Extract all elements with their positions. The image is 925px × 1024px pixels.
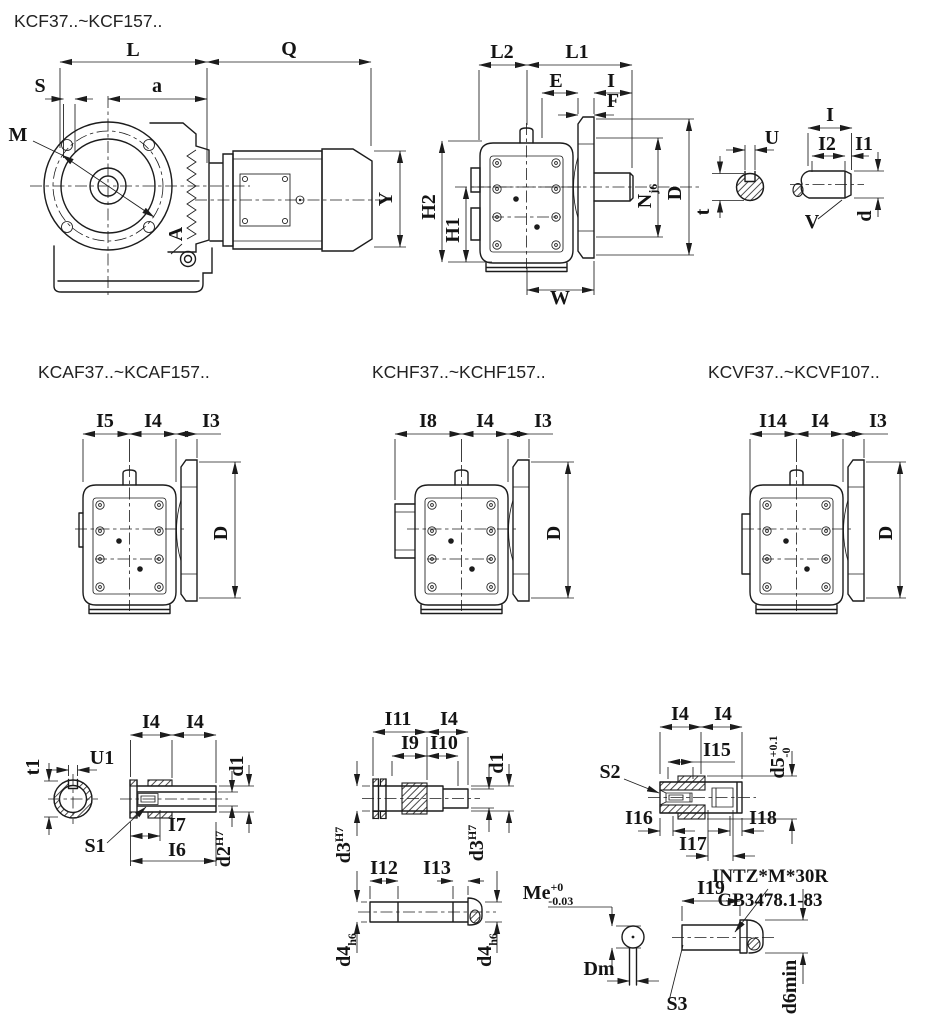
view-title-kchf: KCHF37..~KCHF157.. bbox=[372, 362, 546, 382]
view-kchf bbox=[372, 362, 574, 614]
dim-M-label: M bbox=[8, 124, 28, 146]
dim-I18-label: I18 bbox=[749, 807, 777, 829]
dim-Q-label: Q bbox=[281, 38, 297, 60]
dim-I4-kchf-label: I4 bbox=[476, 410, 494, 432]
dim-I1-label: I1 bbox=[855, 133, 873, 155]
dim-W-label: W bbox=[550, 287, 570, 309]
dim-D-kcaf-label: D bbox=[210, 525, 232, 541]
dim-t-label: t bbox=[692, 208, 714, 216]
dim-I3-kcvf-label: I3 bbox=[869, 410, 887, 432]
view-kcvf bbox=[708, 362, 906, 614]
dim-I4-hollow-right-label: I4 bbox=[186, 711, 204, 733]
dim-S2-label: S2 bbox=[599, 761, 621, 783]
dim-a-label: a bbox=[152, 75, 162, 97]
view-solid-shaft bbox=[332, 708, 514, 863]
dim-I12-label: I12 bbox=[370, 857, 398, 879]
dim-I6-label: I6 bbox=[168, 839, 186, 861]
dim-d4-right-label: $d4_{h6}$ bbox=[474, 933, 500, 967]
dim-I7-label: I7 bbox=[168, 814, 186, 836]
dim-I16-label: I16 bbox=[625, 807, 653, 829]
dim-D-kchf-label: D bbox=[543, 525, 565, 541]
dim-t1-label: t1 bbox=[22, 758, 44, 776]
view-hollow-shaft bbox=[22, 711, 254, 867]
dim-H2-label: H2 bbox=[418, 194, 440, 220]
dim-I17-label: I17 bbox=[679, 833, 707, 855]
dim-I3-kchf-label: I3 bbox=[534, 410, 552, 432]
dim-d3-right-label: $d3^{H7}$ bbox=[465, 824, 488, 862]
dim-Y-label: Y bbox=[375, 191, 397, 207]
dim-H1-label: H1 bbox=[442, 217, 464, 243]
thread-spec-line2: GB3478.1-83 bbox=[717, 890, 823, 911]
dim-S3-label: S3 bbox=[666, 993, 688, 1015]
dim-d1-solid-label: d1 bbox=[486, 752, 508, 774]
dim-E-label: E bbox=[549, 70, 563, 92]
dim-D-kcvf-label: D bbox=[875, 525, 897, 541]
dim-d1-hollow-label: d1 bbox=[226, 755, 248, 777]
view-coupling bbox=[599, 703, 797, 861]
dim-I-end-label: I bbox=[826, 104, 834, 126]
view-title-kcaf: KCAF37..~KCAF157.. bbox=[38, 362, 210, 382]
dim-S1-label: S1 bbox=[84, 835, 106, 857]
dim-I14-label: I14 bbox=[759, 410, 787, 432]
dim-I4-coupling-right-label: I4 bbox=[714, 703, 732, 725]
dim-A-label: A bbox=[165, 226, 187, 242]
dim-D-label: D bbox=[664, 185, 686, 201]
dim-I4-coupling-left-label: I4 bbox=[671, 703, 689, 725]
thread-spec-line1: INTZ*M*30R bbox=[711, 866, 829, 887]
dim-Dm-label: Dm bbox=[583, 958, 615, 980]
dim-N-label: $N_{j6}$ bbox=[634, 183, 660, 209]
dim-I13-label: I13 bbox=[423, 857, 451, 879]
dim-L1-label: L1 bbox=[565, 41, 589, 63]
dim-I10-label: I10 bbox=[430, 732, 458, 754]
dim-I-label: I bbox=[607, 70, 615, 92]
view-title-kcvf: KCVF37..~KCVF107.. bbox=[708, 362, 880, 382]
dim-I4-hollow-left-label: I4 bbox=[142, 711, 160, 733]
dim-S-label: S bbox=[34, 75, 46, 97]
dim-I19-label: I19 bbox=[697, 877, 725, 899]
dim-I2-label: I2 bbox=[818, 133, 836, 155]
dim-I11-label: I11 bbox=[384, 708, 412, 730]
dim-I3-label: I3 bbox=[202, 410, 220, 432]
dim-I5-label: I5 bbox=[96, 410, 114, 432]
view-shaft-end bbox=[692, 104, 884, 233]
dim-d-label: d bbox=[854, 210, 876, 222]
dim-L-label: L bbox=[126, 39, 140, 61]
dim-U1-label: U1 bbox=[89, 747, 115, 769]
dim-I15-label: I15 bbox=[703, 739, 731, 761]
dim-U-label: U bbox=[764, 127, 780, 149]
view-kcaf bbox=[38, 362, 241, 614]
view-thread-detail bbox=[523, 866, 829, 1015]
dim-d3-left-label: $d3^{H7}$ bbox=[332, 826, 355, 864]
dim-I9-label: I9 bbox=[401, 732, 419, 754]
view-kcf-side bbox=[418, 41, 700, 309]
dim-L2-label: L2 bbox=[490, 41, 514, 63]
dim-d5-label: $d5^{+0.1}-0$ bbox=[766, 735, 793, 779]
dim-I4-label: I4 bbox=[144, 410, 162, 432]
dim-d4-left-label: $d4_{h6}$ bbox=[333, 933, 359, 967]
view-plain-shaft bbox=[333, 857, 502, 967]
dim-F-label: F bbox=[606, 90, 620, 112]
view-title-kcf: KCF37..~KCF157.. bbox=[14, 11, 163, 31]
dim-I4-solid-label: I4 bbox=[440, 708, 458, 730]
dim-Me-label: $Me^{+0}$ -0.03 bbox=[522, 880, 574, 908]
dim-d2-label: $d2^{H7}$ bbox=[212, 830, 235, 868]
dim-I8-label: I8 bbox=[419, 410, 437, 432]
dim-V-label: V bbox=[804, 211, 820, 233]
dim-d6min-label: d6min bbox=[779, 959, 801, 1015]
view-kcf-front bbox=[9, 11, 406, 298]
dim-I4-kcvf-label: I4 bbox=[811, 410, 829, 432]
